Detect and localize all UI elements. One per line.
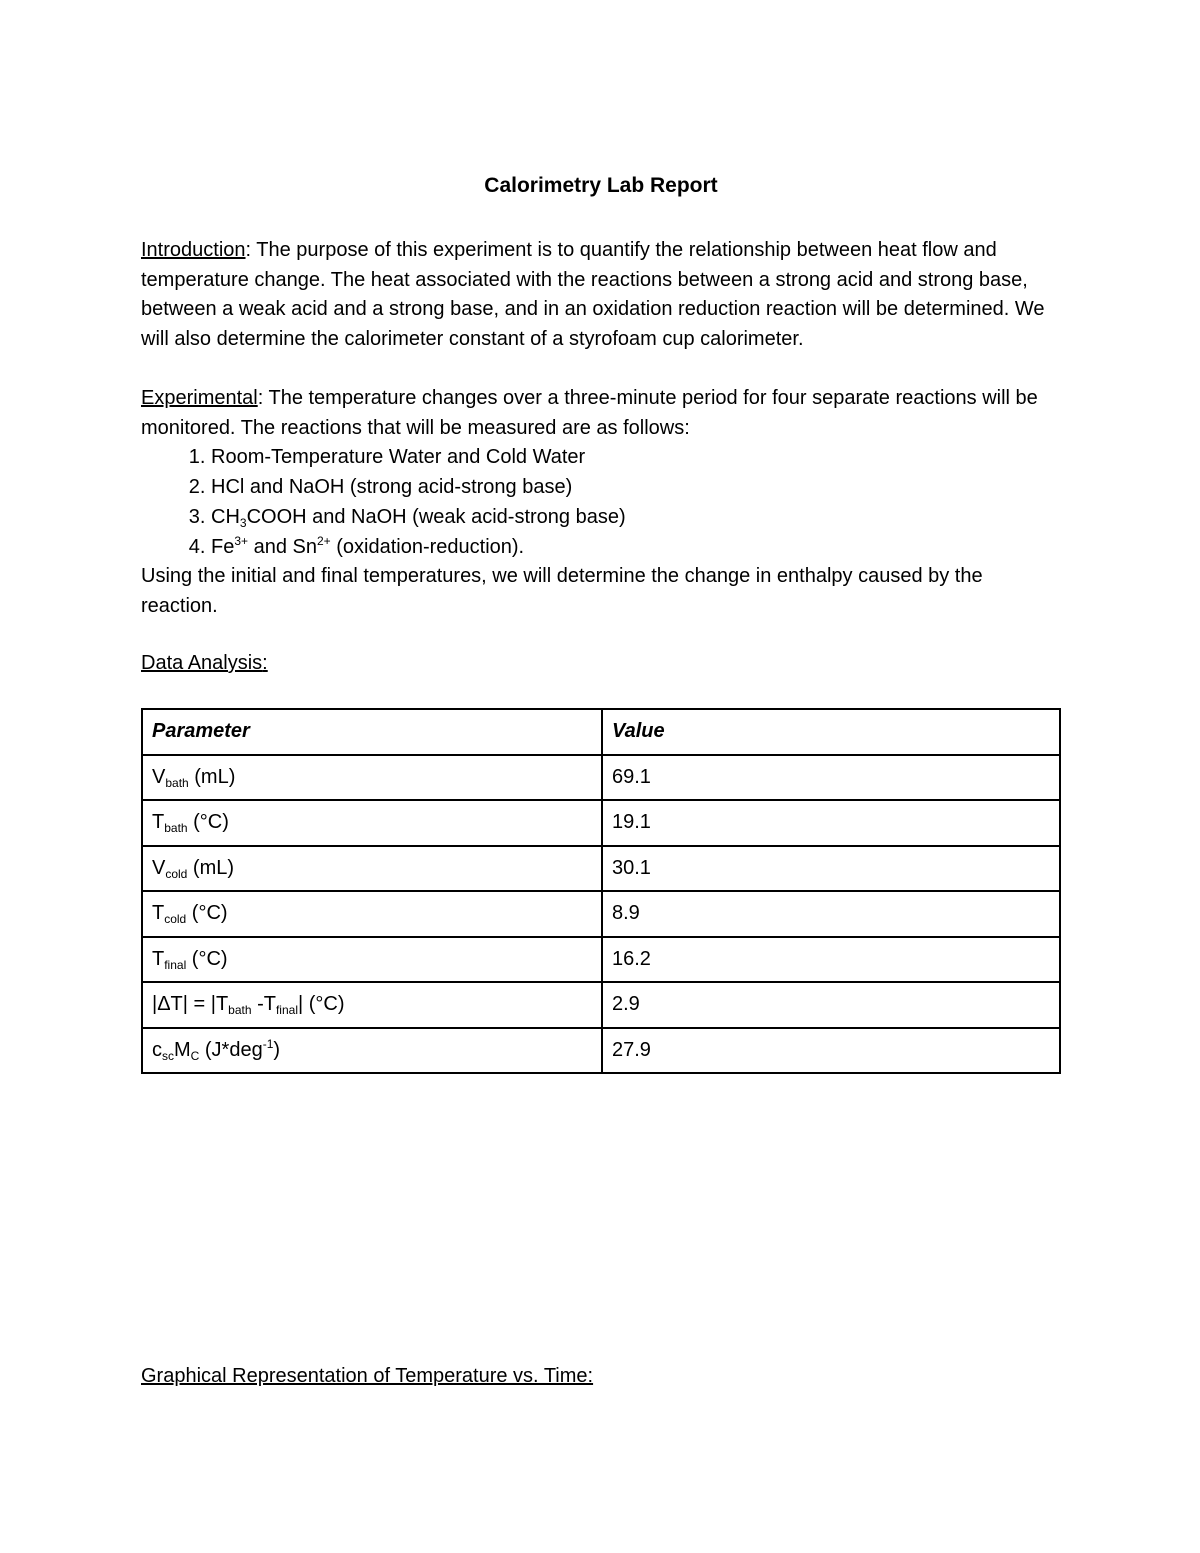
graph-heading-line [141,1362,1061,1392]
subscript: sc [162,1048,174,1063]
page-title: Calorimetry Lab Report [484,174,718,197]
experimental-paragraph [141,384,1061,443]
list-item-text: (oxidation-reduction). [330,535,525,558]
introduction-colon: : [245,239,252,261]
param-text: |ΔT| = |T [152,993,229,1016]
data-analysis-heading-line [141,649,1061,679]
subscript: C [190,1048,200,1063]
header-value: Value [602,709,1060,755]
param-text: c [152,1038,162,1061]
param-text: M [174,1038,191,1061]
param-symbol: V [152,765,166,788]
list-item-text: Fe [211,535,235,558]
introduction-paragraph [141,236,1061,355]
parameter-cell [142,846,602,892]
subscript: cold [164,912,187,927]
list-item [211,443,1061,473]
list-item-text: CH [211,505,240,528]
value-cell: 2.9 [602,982,1060,1028]
parameter-cell [142,937,602,983]
header-parameter: Parameter [142,709,602,755]
experimental-text: The temperature changes over a three-minute period for four separate reactions will be monitored. The reactions that will be measured are as follows: [141,387,1038,439]
subscript: bath [165,775,189,790]
parameter-cell [142,982,602,1028]
table-row [142,891,1060,937]
table-row [142,755,1060,801]
table-row [142,800,1060,846]
value-cell: 27.9 [602,1028,1060,1074]
list-item [211,503,1061,533]
subscript: cold [165,866,188,881]
superscript: 3+ [234,533,249,548]
superscript: 2+ [316,533,331,548]
param-symbol: T [152,811,165,834]
introduction-heading: Introduction [141,239,246,261]
list-item-text: HCl and NaOH (strong acid-strong base) [211,476,573,499]
experimental-closing: Using the initial and final temperatures, we will determine the change in enthalpy caused by the reaction. [141,565,983,617]
data-table [141,708,1061,1074]
param-text: ) [273,1038,281,1061]
param-unit: (mL) [188,765,236,788]
data-analysis-heading [141,652,268,674]
reaction-list [141,443,1061,562]
list-item [211,533,1061,563]
introduction-text: The purpose of this experiment is to quantify the relationship between heat flow and temperature change. The heat associated with the reactions between a strong acid and strong base, between a weak acid and a strong base, and in an oxidation reduction reaction will be determined. We will also determine the calorimeter constant of a styrofoam cup calorimeter. [141,239,1045,351]
superscript: -1 [262,1036,274,1051]
parameter-cell [142,1028,602,1074]
value-cell: 30.1 [602,846,1060,892]
param-symbol: V [152,856,166,879]
table-row [142,1028,1060,1074]
param-text: -T [251,993,276,1016]
param-text: (J*deg [199,1038,263,1061]
data-analysis-heading-text: Data Analysis [141,652,263,674]
parameter-cell [142,800,602,846]
param-unit: (mL) [187,856,235,879]
experimental-colon: : [257,387,264,409]
list-item-text: and Sn [248,535,317,558]
subscript: 3 [239,515,247,530]
param-unit: (°C) [186,902,228,925]
parameter-cell [142,891,602,937]
table-header-row [142,709,1060,755]
list-item-text: Room-Temperature Water and Cold Water [211,446,586,469]
subscript: bath [164,821,188,836]
graph-heading: Graphical Representation of Temperature vs. Time: [141,1365,594,1387]
list-item-text: COOH and NaOH (weak acid-strong base) [246,505,626,528]
param-text: | (°C) [297,993,345,1016]
param-unit: (°C) [186,947,228,970]
table-row [142,982,1060,1028]
value-cell: 8.9 [602,891,1060,937]
experimental-heading: Experimental [141,387,258,409]
param-symbol: T [152,902,165,925]
list-item [211,473,1061,503]
subscript: bath [228,1003,252,1018]
value-cell: 16.2 [602,937,1060,983]
parameter-cell [142,755,602,801]
subscript: final [275,1003,298,1018]
subscript: final [164,957,187,972]
table-row [142,846,1060,892]
table-row [142,937,1060,983]
value-cell: 19.1 [602,800,1060,846]
param-unit: (°C) [187,811,229,834]
data-analysis-colon: : [262,652,268,674]
value-cell: 69.1 [602,755,1060,801]
param-symbol: T [152,947,165,970]
experimental-section [141,384,1061,622]
